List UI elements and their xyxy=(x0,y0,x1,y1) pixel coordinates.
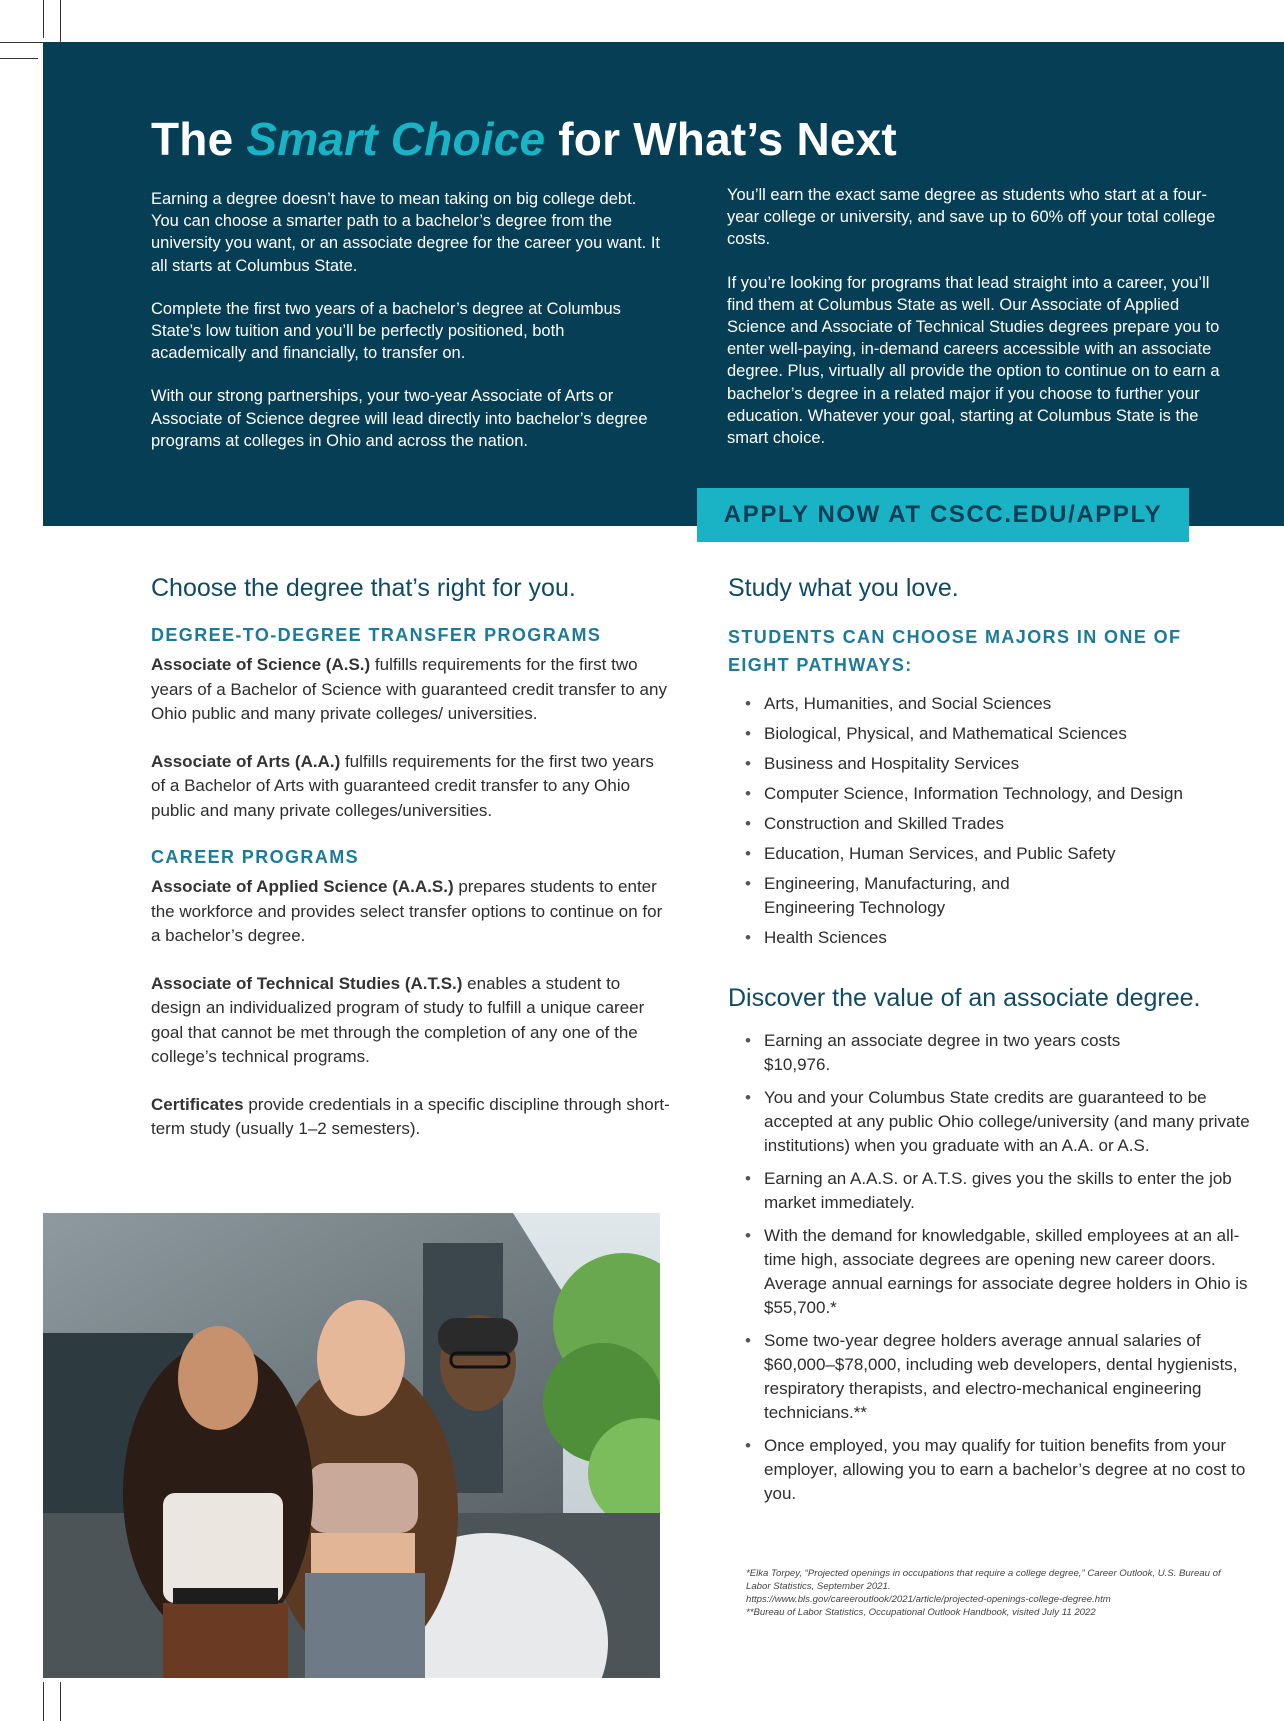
crop-mark xyxy=(0,58,38,59)
list-item: • Once employed, you may qualify for tuition benefits from your employer, allowing you to earn a bachelor’s degree at no cost to you. xyxy=(728,1434,1260,1506)
crop-mark xyxy=(60,0,61,48)
list-item: • Health Sciences xyxy=(728,926,1248,950)
certificates-description: Certificates provide credentials in a specific discipline through short-term study (usually 1–2 semesters). xyxy=(151,1094,670,1138)
section-heading: Choose the degree that’s right for you. xyxy=(151,574,576,602)
footnote: *Elka Torpey, “Projected openings in occupations that require a college degree,” Career Outlook, U.S. Bureau of Labor Statistics, September 2021. xyxy=(746,1568,1221,1592)
list-item: • Earning an associate degree in two years costs $10,976. xyxy=(728,1029,1134,1077)
list-item: • Engineering, Manufacturing, and Engineering Technology xyxy=(728,872,1064,920)
hero-paragraph: You’ll earn the exact same degree as students who start at a four-year college or university, and save up to 60% off your total college costs. xyxy=(727,186,1216,249)
value-list xyxy=(728,1029,1248,1506)
career-programs-heading: CAREER PROGRAMS xyxy=(151,847,360,867)
ats-description: Associate of Technical Studies (A.T.S.) enables a student to design an individualized program of study to fulfill a unique career goal that cannot be met through the completion of any one of the college’s technical programs. xyxy=(151,973,645,1066)
hero-paragraph: If you’re looking for programs that lead straight into a career, you’ll find them at Columbus State as well. Our Associate of Applied Science and Associate of Technical Studies degrees prepare you to enter well-paying, in-demand careers accessible with an associate degree. Plus, virtually all provide the option to continue on to earn a bachelor’s degree in a related major if you choose to further your education. Whatever your goal, starting at Columbus State is the smart choice. xyxy=(727,273,1220,448)
footnotes xyxy=(746,1567,1236,1619)
hero-right-column xyxy=(727,184,1233,470)
footnote-link[interactable]: https://www.bls.gov/careeroutlook/2021/article/projected-openings-college-degree.htm xyxy=(746,1594,1111,1605)
crop-mark xyxy=(0,42,48,43)
crop-mark xyxy=(43,1682,44,1721)
aas-description: Associate of Applied Science (A.A.S.) prepares students to enter the workforce and provides select transfer options to continue on for a bachelor’s degree. xyxy=(151,877,663,945)
students-photo xyxy=(43,1213,660,1678)
choose-degree-section xyxy=(151,574,671,1142)
list-item: • With the demand for knowledgable, skilled employees at an all-time high, associate degrees are opening new career doors. Average annual earnings for associate degree holders in Ohio is $55,700.* xyxy=(728,1224,1260,1320)
list-item: • Biological, Physical, and Mathematical Sciences xyxy=(728,722,1248,746)
list-item: • Construction and Skilled Trades xyxy=(728,812,1248,836)
list-item: • Education, Human Services, and Public Safety xyxy=(728,842,1248,866)
pathways-list xyxy=(728,692,1248,950)
as-description: Associate of Science (A.S.) fulfills requirements for the first two years of a Bachelor of Science with guaranteed credit transfer to any Ohio public and many private colleges/ universities. xyxy=(151,655,667,723)
list-item: • You and your Columbus State credits are guaranteed to be accepted at any public Ohio college/university (and many private institutions) when you graduate with an A.A. or A.S. xyxy=(728,1086,1260,1158)
hero-paragraph: With our strong partnerships, your two-year Associate of Arts or Associate of Science degree will lead directly into bachelor’s degree programs at colleges in Ohio and across the nation. xyxy=(151,387,648,450)
list-item: • Business and Hospitality Services xyxy=(728,752,1248,776)
section-heading: Discover the value of an associate degree. xyxy=(728,984,1201,1012)
pathways-heading: STUDENTS CAN CHOOSE MAJORS IN ONE OF EIGHT PATHWAYS: xyxy=(728,627,1182,675)
crop-mark xyxy=(43,0,44,38)
crop-mark xyxy=(60,1682,61,1721)
list-item: • Arts, Humanities, and Social Sciences xyxy=(728,692,1248,716)
hero-left-column xyxy=(151,188,661,473)
aa-description: Associate of Arts (A.A.) fulfills requirements for the first two years of a Bachelor of Arts with guaranteed credit transfer to any Ohio public and many private colleges/universities. xyxy=(151,751,654,820)
apply-now-button[interactable]: APPLY NOW AT CSCC.EDU/APPLY xyxy=(697,488,1189,542)
section-heading: Study what you love. xyxy=(728,574,959,602)
footnote: **Bureau of Labor Statistics, Occupational Outlook Handbook, visited July 11 2022 xyxy=(746,1607,1096,1618)
study-section xyxy=(728,574,1248,1506)
list-item: • Computer Science, Information Technology, and Design xyxy=(728,782,1248,806)
list-item: • Earning an A.A.S. or A.T.S. gives you the skills to enter the job market immediately. xyxy=(728,1167,1260,1215)
transfer-programs-heading: DEGREE-TO-DEGREE TRANSFER PROGRAMS xyxy=(151,625,602,645)
list-item: • Some two-year degree holders average annual salaries of $60,000–$78,000, including web developers, dental hygienists, respiratory therapists, and electro-mechanical engineering technicians.** xyxy=(728,1329,1260,1425)
hero-paragraph: Earning a degree doesn’t have to mean taking on big college debt. You can choose a smarter path to a bachelor’s degree from the university you want, or an associate degree for the career you want. It all starts at Columbus State. xyxy=(151,190,661,275)
hero-paragraph: Complete the first two years of a bachelor’s degree at Columbus State’s low tuition and you’ll be perfectly positioned, both academically and financially, to transfer on. xyxy=(151,299,621,363)
page-title: The Smart Choice for What’s Next xyxy=(151,113,897,165)
